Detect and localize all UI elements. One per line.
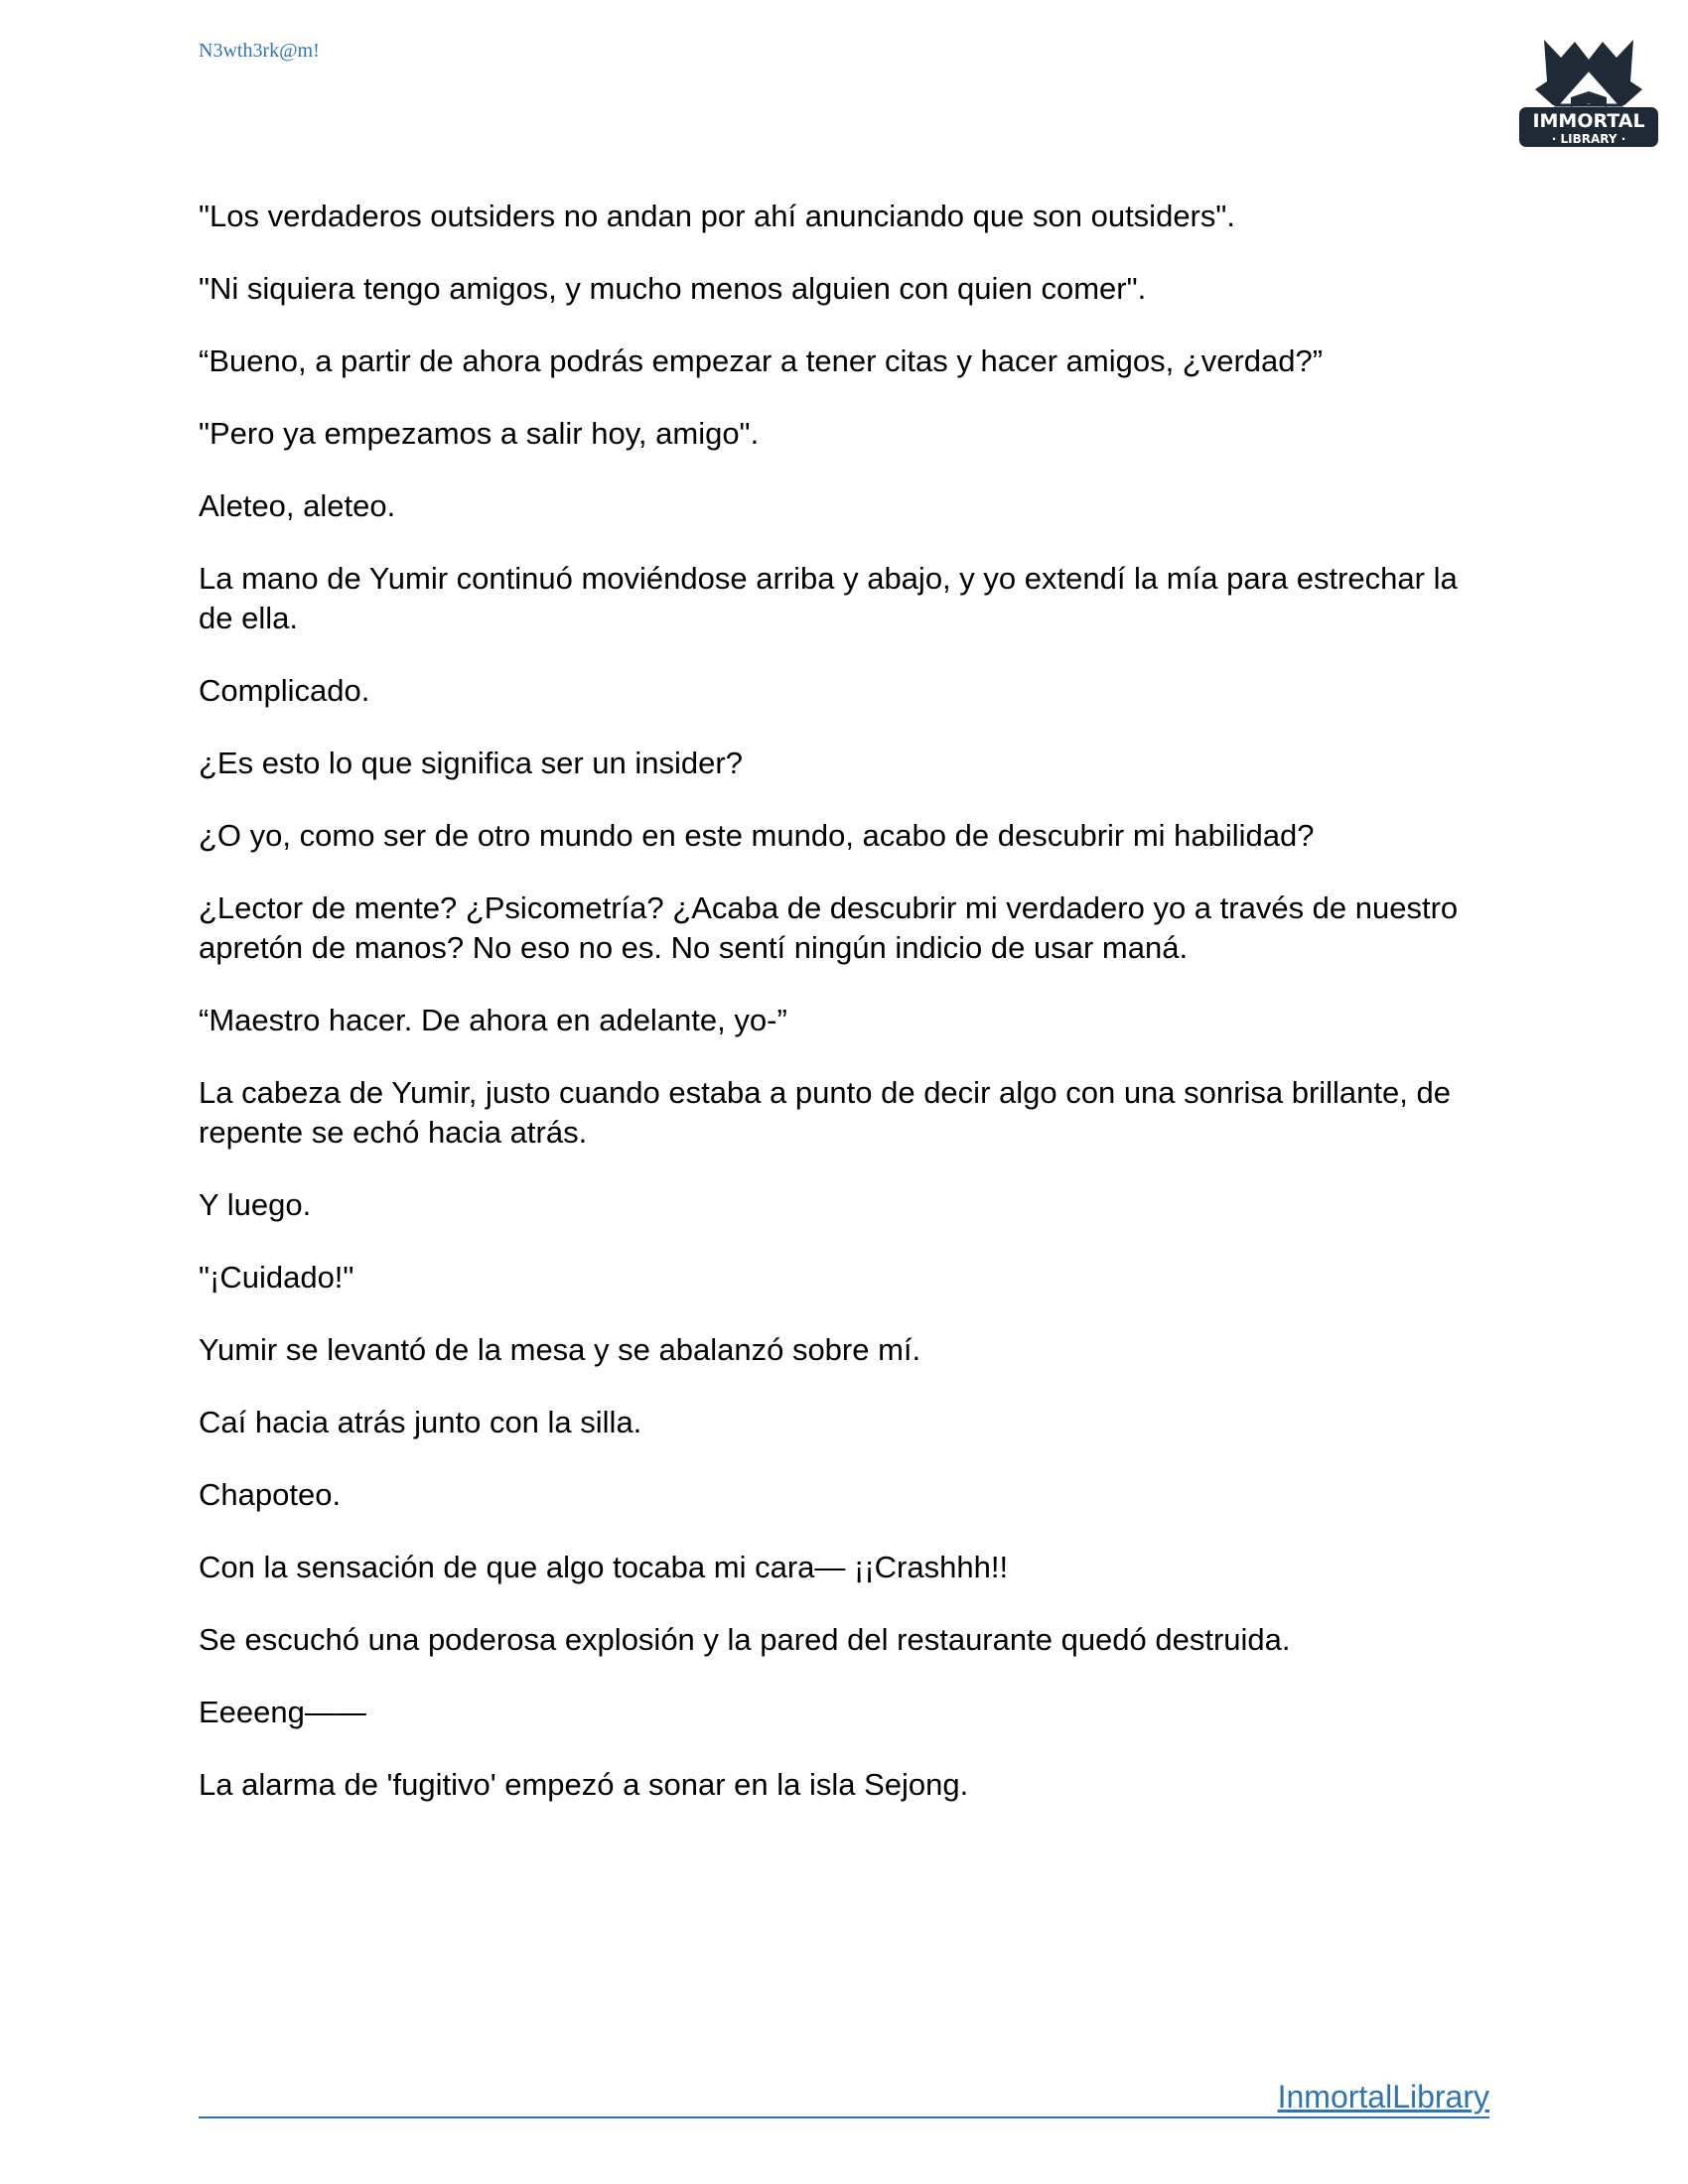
footer: [199, 2077, 1489, 2118]
paragraph: Con la sensación de que algo tocaba mi cara— ¡¡Crashhh!!: [199, 1550, 1009, 1584]
paragraph: Caí hacia atrás junto con la silla.: [199, 1405, 642, 1439]
paragraph: La cabeza de Yumir, justo cuando estaba a punto de decir algo con una sonrisa brillante, de repente se echó hacia atrás.: [199, 1075, 1451, 1150]
paragraph: Eeeeng——: [199, 1695, 366, 1729]
paragraph: "Ni siquiera tengo amigos, y mucho menos alguien con quien comer".: [199, 271, 1147, 306]
paragraph: La mano de Yumir continuó moviéndose arriba y abajo, y yo extendí la mía para estrechar la de ella.: [199, 561, 1458, 635]
paragraph: "¡Cuidado!": [199, 1260, 354, 1295]
paragraph: La alarma de 'fugitivo' empezó a sonar en la isla Sejong.: [199, 1767, 969, 1802]
immortal-library-logo: [1509, 20, 1668, 179]
logo-text-bottom: · LIBRARY ·: [1551, 132, 1626, 146]
paragraph: Aleteo, aleteo.: [199, 488, 396, 523]
paragraph: Se escuchó una poderosa explosión y la pared del restaurante quedó destruida.: [199, 1622, 1291, 1657]
paragraph: ¿Es esto lo que significa ser un insider?: [199, 746, 743, 780]
paragraph: "Pero ya empezamos a salir hoy, amigo".: [199, 416, 760, 451]
paragraph: "Los verdaderos outsiders no andan por ahí anunciando que son outsiders".: [199, 199, 1235, 233]
logo-text-top: IMMORTAL: [1532, 110, 1645, 132]
paragraph: Complicado.: [199, 673, 370, 708]
story-text: [199, 197, 1489, 1838]
paragraph: “Maestro hacer. De ahora en adelante, yo-”: [199, 1003, 787, 1037]
header-watermark: N3wth3rk@m!: [199, 40, 320, 62]
paragraph: “Bueno, a partir de ahora podrás empezar a tener citas y hacer amigos, ¿verdad?”: [199, 343, 1324, 378]
paragraph: Chapoteo.: [199, 1477, 342, 1512]
paragraph: ¿O yo, como ser de otro mundo en este mundo, acabo de descubrir mi habilidad?: [199, 818, 1315, 853]
paragraph: Yumir se levantó de la mesa y se abalanzó sobre mí.: [199, 1332, 921, 1367]
footer-library-link[interactable]: InmortalLibrary: [1277, 2079, 1489, 2115]
paragraph: ¿Lector de mente? ¿Psicometría? ¿Acaba de descubrir mi verdadero yo a través de nuestro apretón de manos? No eso no es. No sentí ningún indicio de usar maná.: [199, 890, 1459, 965]
paragraph: Y luego.: [199, 1187, 312, 1222]
